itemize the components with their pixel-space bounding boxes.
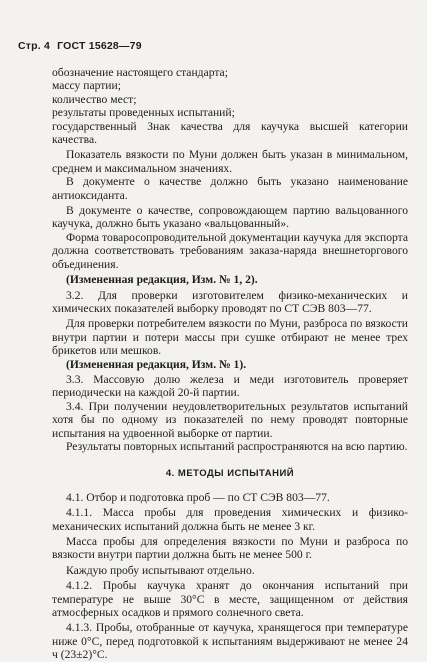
paragraph-3-3: 3.3. Массовую долю железа и меди изготовитель проверяет периодически на каждой 20-й партии. [52, 372, 408, 400]
list-item: обозначение настоящего стандарта; [52, 66, 228, 79]
paragraph: Для проверки потребителем вязкости по Муни, разброса по вязкости внутри партии и потери массы при сушке отбирают не менее трех брикетов или мешков. [52, 317, 408, 358]
document-contents-list [52, 66, 408, 146]
paragraph-4-1-3: 4.1.3. Пробы, отобранные от каучука, хранящегося при температуре ниже 0°С, перед подготовкой к испытаниям выдерживают не менее 24 ч (23±2)°С. [52, 621, 408, 662]
section-title: 4. МЕТОДЫ ИСПЫТАНИЙ [165, 468, 295, 480]
page-number: Стр. 4 [18, 40, 51, 52]
list-item: массу партии; [52, 79, 121, 93]
paragraph: Каждую пробу испытывают отдельно. [66, 563, 255, 577]
standard-designation: ГОСТ 15628—79 [57, 40, 142, 52]
page-header [18, 40, 146, 52]
document-body [52, 66, 408, 662]
paragraph: Результаты повторных испытаний распространяются на всю партию. [66, 439, 408, 453]
paragraph-4-1-1: 4.1.1. Масса пробы для проведения химических и физико-механических испытаний должна быть не менее 3 кг. [52, 506, 408, 533]
list-item: количество мест; [52, 92, 137, 106]
paragraph: Форма товаросопроводительной документации каучука для экспорта должна соответствовать требованиям заказа-наряда внешнеторгового объединения. [52, 230, 408, 271]
change-note: (Измененная редакция, Изм. № 1, 2). [66, 273, 258, 287]
paragraph: В документе о качестве, сопровождающем партию вальцованного каучука, должно быть указано «вальцованный». [52, 204, 408, 231]
paragraph: Показатель вязкости по Муни должен быть указан в минимальном, среднем и максимальном значениях. [52, 148, 408, 175]
paragraph: Масса пробы для определения вязкости по Муни и разброса по вязкости внутри партии должна быть не менее 500 г. [52, 535, 408, 562]
list-item: государственный Знак качества для каучука высшей категории качества. [52, 119, 408, 147]
paragraph-4-1-2: 4.1.2. Пробы каучука хранят до окончания испытаний при температуре не выше 30°С в месте, защищенном от действия атмосферных осадков и прямого солнечного света. [52, 579, 408, 620]
paragraph-3-4: 3.4. При получении неудовлетворительных результатов испытаний хотя бы по одному из показателей по нему проводят повторные испытания на удвоенной выборке от партии. [52, 399, 408, 440]
list-item: результаты проведенных испытаний; [52, 106, 235, 120]
paragraph-4-1: 4.1. Отбор и подготовка проб — по СТ СЭВ 803—77. [66, 490, 330, 504]
change-note: (Измененная редакция, Изм. № 1). [66, 357, 247, 371]
paragraph-3-2: 3.2. Для проверки изготовителем физико-механических и химических показателей выборку проводят по СТ СЭВ 803—77. [52, 288, 408, 315]
paragraph: В документе о качестве должно быть указано наименование антиоксиданта. [52, 175, 408, 202]
